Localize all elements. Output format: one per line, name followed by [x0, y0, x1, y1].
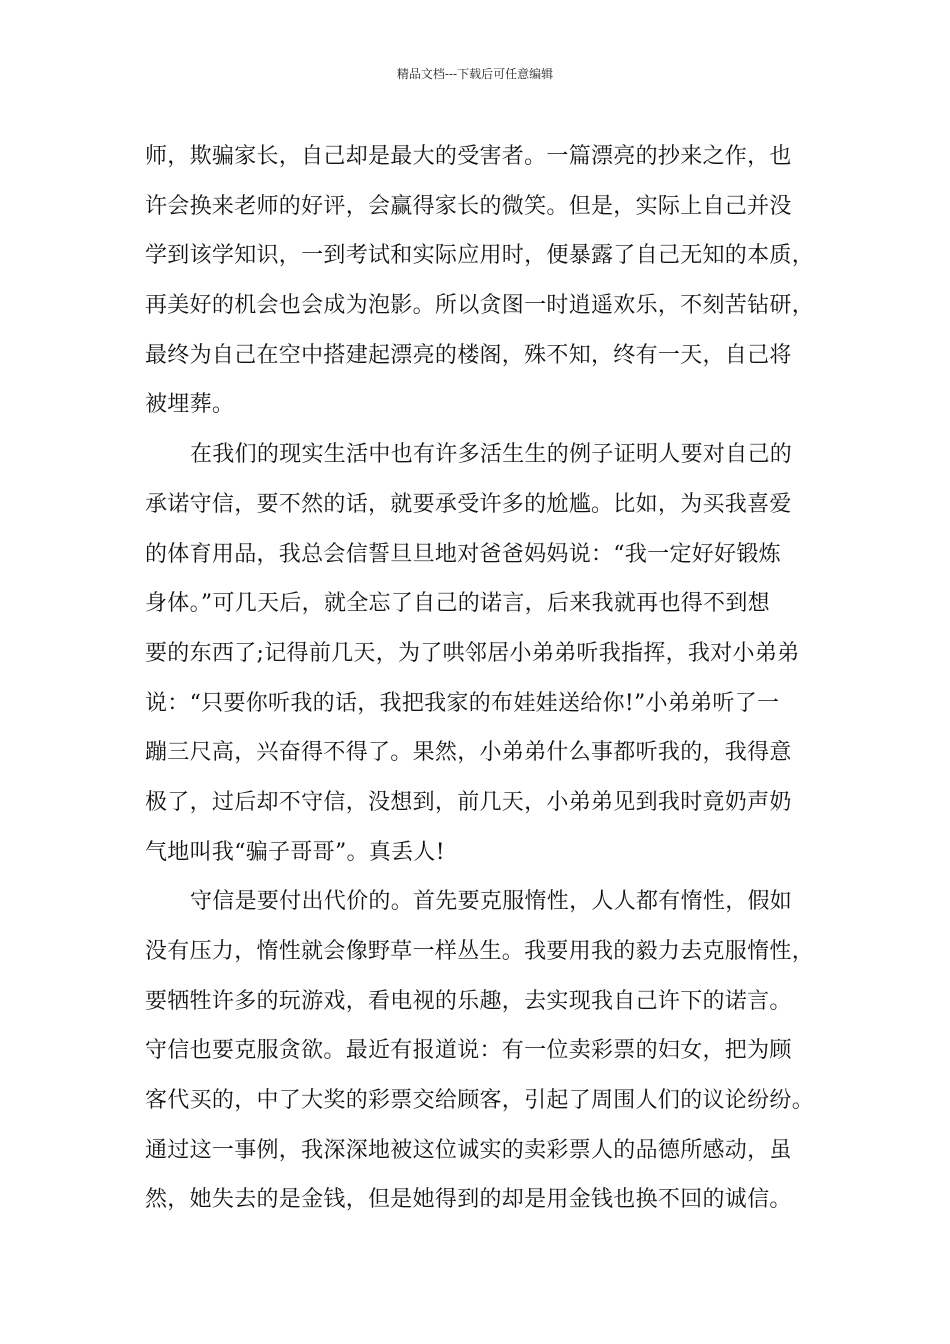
paragraph — [145, 430, 845, 877]
text-line: 要的东西了;记得前几天，为了哄邻居小弟弟听我指挥，我对小弟弟 — [145, 640, 800, 666]
text-line: 要牺牲许多的玩游戏，看电视的乐趣，去实现我自己许下的诺言。 — [145, 988, 792, 1014]
text-line: 通过这一事例，我深深地被这位诚实的卖彩票人的品德所感动，虽 — [145, 1137, 792, 1163]
text-line: 的体育用品，我总会信誓旦旦地对爸爸妈妈说：“我一定好好锻炼 — [145, 541, 781, 567]
text-line: 被埋葬。 — [145, 392, 235, 418]
text-line: 承诺守信，要不然的话，就要承受许多的尬尴。比如，为买我喜爱 — [145, 491, 792, 517]
text-line: 在我们的现实生活中也有许多活生生的例子证明人要对自己的 — [190, 442, 793, 468]
text-line: 最终为自己在空中搭建起漂亮的楼阁，殊不知，终有一天，自己将 — [145, 342, 792, 368]
text-line: 守信是要付出代价的。首先要克服惰性，人人都有惰性，假如 — [190, 889, 793, 915]
text-line: 然，她失去的是金钱，但是她得到的却是用金钱也换不回的诚信。 — [145, 1187, 792, 1213]
text-line: 许会换来老师的好评，会赢得家长的微笑。但是，实际上自己并没 — [145, 193, 792, 219]
text-line: 再美好的机会也会成为泡影。所以贪图一时逍遥欢乐，不刻苦钻研， — [145, 293, 815, 319]
text-line: 身体。”可几天后，就全忘了自己的诺言，后来我就再也得不到想 — [145, 591, 770, 617]
text-line: 客代买的，中了大奖的彩票交给顾客，引起了周围人们的议论纷纷。 — [145, 1088, 815, 1114]
text-line: 蹦三尺高，兴奋得不得了。果然，小弟弟什么事都听我的，我得意 — [145, 740, 792, 766]
paragraph — [145, 132, 845, 430]
paragraph — [145, 877, 845, 1225]
text-line: 守信也要克服贪欲。最近有报道说：有一位卖彩票的妇女，把为顾 — [145, 1038, 792, 1064]
text-line: 没有压力，惰性就会像野草一样丛生。我要用我的毅力去克服惰性， — [145, 939, 815, 964]
page-header: 精品文档---下载后可任意编辑 — [396, 67, 554, 81]
text-line: 气地叫我“骗子哥哥”。真丢人! — [145, 839, 445, 865]
document-body — [145, 132, 845, 1225]
text-line: 极了，过后却不守信，没想到，前几天，小弟弟见到我时竟奶声奶 — [145, 789, 792, 815]
text-line: 说：“只要你听我的话，我把我家的布娃娃送给你!”小弟弟听了一 — [145, 690, 780, 716]
text-line: 学到该学知识，一到考试和实际应用时，便暴露了自己无知的本质， — [145, 243, 815, 269]
text-line: 师，欺骗家长，自己却是最大的受害者。一篇漂亮的抄来之作，也 — [145, 144, 792, 169]
